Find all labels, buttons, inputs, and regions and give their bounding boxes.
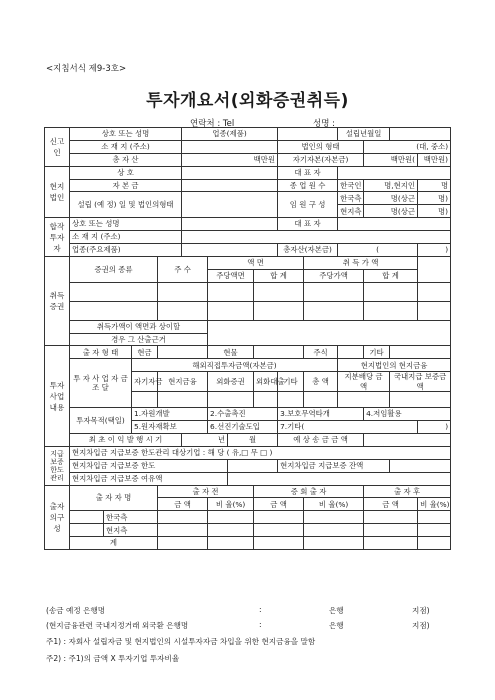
fund-purpose-7-close: ) (418, 421, 451, 434)
subsidiary-founding-value[interactable] (182, 192, 278, 218)
fund-purpose-label: 투자목적(택일) (70, 408, 132, 434)
subsidiary-rep-label: 대 표 자 (278, 166, 338, 179)
footer-bank-unit: 은행 (329, 606, 344, 615)
fund-stock: 주식 (304, 346, 338, 359)
comp-total-after-amount[interactable] (364, 537, 418, 550)
comp-before-amount: 금 액 (158, 498, 208, 511)
guarantee-row2-right-value[interactable] (390, 459, 451, 472)
comp-local-spacer (70, 524, 104, 537)
acq-row1-price-total[interactable] (364, 282, 418, 301)
fund-form-label: 출 자 형 태 (70, 346, 132, 359)
partner-rep-value[interactable] (338, 218, 451, 231)
guarantee-row2-value[interactable] (228, 459, 278, 472)
footer-bank-branch: 지점) (412, 606, 430, 615)
comp-local-increase-amount[interactable] (254, 524, 304, 537)
fund-cash: 현금 (132, 346, 158, 359)
investment-form-table (44, 127, 451, 550)
applicant-name-label: 상호 또는 성명 (70, 128, 182, 141)
applicant-size-options: (대, 중소) (364, 140, 451, 153)
comp-increase-amount: 금 액 (254, 498, 304, 511)
comp-local-after-amount[interactable] (364, 524, 418, 537)
footer-note2: 주2) : 주1)의 금액 X 투자기업 투자비율 (46, 654, 180, 663)
acq-row2-price[interactable] (304, 301, 364, 320)
comp-total-increase-ratio[interactable] (304, 537, 364, 550)
acq-shares-label: 주 수 (158, 256, 208, 282)
acq-basis-label: 취득가액이 액면과 상이할 (70, 320, 208, 333)
comp-local-increase-ratio[interactable] (304, 524, 364, 537)
footer-loan-bank-colon: : (259, 620, 262, 629)
subsidiary-local-unit: 명 (418, 179, 451, 192)
fund-total-value[interactable] (304, 391, 338, 408)
fund-remit-label: 예 상 송 금 금 액 (278, 434, 364, 447)
subsidiary-korea-side: 한국측 (338, 192, 364, 205)
fund-purpose-5[interactable]: 5.원자재확보 (132, 421, 208, 434)
comp-korea-spacer (70, 511, 104, 524)
subsidiary-name-label: 상 호 (70, 166, 182, 179)
fund-in-kind: 현물 (208, 346, 254, 359)
applicant-industry-label: 업종(제품) (182, 128, 278, 141)
section-subsidiary: 현지법인 (45, 166, 70, 218)
fund-local-finance-short: 현지금융 (158, 372, 208, 392)
subsidiary-korean-label: 한국인 (338, 179, 364, 192)
subsidiary-rep-value[interactable] (338, 166, 451, 179)
partner-assets-label: 총자산(자본금) (278, 244, 338, 257)
acq-per-share-price: 주당가액 (304, 269, 364, 282)
acq-row2-shares[interactable] (158, 301, 208, 320)
comp-total-label: 계 (70, 537, 158, 550)
acq-face-total: 합 계 (254, 269, 304, 282)
section-composition: 출자의구성 (45, 485, 70, 549)
footer-loan-bank-branch: 지점) (412, 621, 430, 630)
fund-payment-guarantee: 지분배당 금 액 (338, 372, 390, 392)
fund-first-period-month: 월 (228, 434, 278, 447)
applicant-founded-value[interactable] (390, 128, 451, 141)
guarantee-row2-right: 현지차입금 지급보증 잔액 (278, 459, 390, 472)
fund-other: 기타 (364, 346, 390, 359)
applicant-industry-value[interactable] (278, 128, 338, 141)
fund-payment-guarantee-value[interactable] (338, 391, 390, 408)
partner-assets-close: ) (418, 244, 451, 257)
subsidiary-local-side: 현지측 (338, 205, 364, 218)
comp-local-after-ratio[interactable] (418, 524, 451, 537)
name-label: 성명 : (313, 119, 335, 129)
subsidiary-name-value[interactable] (182, 166, 278, 179)
fund-purpose-2[interactable]: 2.수출촉진 (208, 408, 278, 421)
fund-purpose-4[interactable]: 4.저임활용 (364, 408, 451, 421)
comp-korea-increase-amount[interactable] (254, 511, 304, 524)
guarantee-row1: 현지차입금 지급보증 한도관리 대상기업 : 해 당 ( 유,□ 무 □ ) (70, 446, 451, 459)
acq-basis-value[interactable] (208, 320, 451, 346)
fund-other-value[interactable] (390, 346, 451, 359)
fund-purpose-1[interactable]: 1.자원개발 (132, 408, 208, 421)
subsidiary-local-close: 명) (418, 205, 451, 218)
subsidiary-korean-unit: 명,현지인 (364, 179, 418, 192)
guarantee-row3: 현지차입금 지급보증 여유액 (70, 472, 228, 485)
subsidiary-local-standing: 명(상근 (364, 205, 418, 218)
acq-spare (418, 256, 451, 282)
partner-rep-label: 대 표 자 (278, 218, 338, 231)
guarantee-row2: 현지차입금 지급보증 한도 (70, 459, 228, 472)
acq-per-share-face: 주당액면 (208, 269, 254, 282)
fund-purpose-7[interactable]: 7.기타( (278, 421, 418, 434)
subsidiary-korea-close: 명) (418, 192, 451, 205)
fund-total: 총 액 (304, 372, 338, 392)
acq-row1-face[interactable] (208, 282, 254, 301)
subsidiary-capital-value[interactable] (182, 179, 278, 192)
section-acquisition: 취득증권 (45, 256, 70, 346)
comp-total-increase-amount[interactable] (254, 537, 304, 550)
subsidiary-founding-label: 설립 (예 정) 일 및 법인의형태 (70, 192, 182, 218)
contact-label: 연락처 : Tel (190, 119, 235, 129)
acq-row1-shares[interactable] (158, 282, 208, 301)
fund-remit-value[interactable] (364, 434, 451, 447)
fund-purpose-6[interactable]: 6.선진기술도입 (208, 421, 278, 434)
applicant-address-value[interactable] (182, 140, 278, 153)
subsidiary-korea-standing: 명(상근 (364, 192, 418, 205)
fund-local-finance-value[interactable] (158, 391, 208, 408)
comp-total-before-amount[interactable] (158, 537, 208, 550)
acq-row2-spare[interactable] (418, 301, 451, 320)
fund-local-finance: 현지법인의 현지금융 (338, 359, 451, 372)
applicant-corp-type-label: 법인의 형태 (278, 140, 364, 153)
guarantee-row3-value[interactable] (228, 472, 451, 485)
fund-foreign-securities-value[interactable] (208, 391, 254, 408)
partner-industry-value[interactable] (182, 244, 278, 257)
fund-foreign-loan-value[interactable] (254, 391, 278, 408)
fund-etc-value[interactable] (278, 391, 304, 408)
form-code: <지침서식 제9-3호> (46, 64, 127, 74)
comp-total-before-ratio[interactable] (208, 537, 254, 550)
fund-domestic-guarantee-value[interactable] (390, 391, 451, 408)
fund-first-period-label: 최 초 이 익 발 행 시 기 (70, 434, 182, 447)
subsidiary-employees-label: 종 업 원 수 (278, 179, 338, 192)
comp-after-ratio: 비 율(%) (418, 498, 451, 511)
applicant-capital-unit-close: 백만원) (418, 153, 451, 166)
comp-korea-increase-ratio[interactable] (304, 511, 364, 524)
section-funding: 투자사업내용 (45, 346, 70, 446)
acq-face-label: 액 면 (208, 256, 304, 269)
fund-in-kind-value[interactable] (254, 346, 304, 359)
fund-first-period-year: 년 (182, 434, 228, 447)
fund-purpose-3[interactable]: 3.보호무역타개 (278, 408, 364, 421)
applicant-assets-unit: 백만원 (182, 153, 278, 166)
applicant-founded-label: 설립년월일 (338, 128, 390, 141)
fund-own-funds: 자기자금 (132, 372, 158, 392)
acq-row2-face[interactable] (208, 301, 254, 320)
comp-local-before-amount[interactable] (158, 524, 208, 537)
acq-row1-spare[interactable] (418, 282, 451, 301)
acq-row1-face-total[interactable] (254, 282, 304, 301)
fund-overseas-label: 해외직접투자금액(자본금) (132, 359, 338, 372)
comp-korea-before-amount[interactable] (158, 511, 208, 524)
applicant-assets-label: 총 자 산 (70, 153, 182, 166)
footer-note1: 주1) : 자회사 설립자금 및 현지법인의 시설투자자금 차입을 위한 현지금융을 말함 (46, 637, 316, 646)
acq-price-total: 합 계 (364, 269, 418, 282)
comp-total-after-ratio[interactable] (418, 537, 451, 550)
partner-industry-label: 업종(주요제품) (70, 244, 182, 257)
section-partner: 합작투자자 (45, 218, 70, 257)
comp-increase-ratio: 비 율(%) (304, 498, 364, 511)
partner-assets-open: ( (338, 244, 418, 257)
fund-etc: 기타 (278, 372, 304, 392)
partner-address-value[interactable] (182, 231, 451, 244)
applicant-address-label: 소 재 지 (주소) (70, 140, 182, 153)
footer-bank-label: (송금 예정 은행명 (46, 606, 106, 615)
footer-loan-bank-unit: 은행 (329, 621, 344, 630)
applicant-capital-unit: 백만원( (364, 153, 418, 166)
fund-own-funds-value[interactable] (132, 391, 158, 408)
acq-type-label: 증권의 종류 (70, 256, 158, 282)
acq-row2-type[interactable] (70, 301, 158, 320)
subsidiary-officers-label: 임 원 구 성 (278, 192, 338, 218)
fund-foreign-securities: 외화증권 (208, 372, 254, 392)
comp-korea-label: 한국측 (104, 511, 158, 524)
partner-name-value[interactable] (182, 218, 278, 231)
subsidiary-capital-label: 자 본 금 (70, 179, 182, 192)
acq-row2-face-total[interactable] (254, 301, 304, 320)
comp-before-ratio: 비 율(%) (208, 498, 254, 511)
fund-funding-label: 투 자 사 업 자 금 조 달 (70, 359, 132, 408)
fund-cash-value[interactable] (158, 346, 208, 359)
comp-after: 출 자 후 (364, 485, 451, 498)
acq-basis-label2: 경우 그 산출근거 (70, 333, 208, 346)
fund-stock-value[interactable] (338, 346, 364, 359)
comp-local-before-ratio[interactable] (208, 524, 254, 537)
comp-korea-after-ratio[interactable] (418, 511, 451, 524)
partner-address-label: 소 재 지 (주소) (70, 231, 182, 244)
applicant-capital-label: 자기자본(자본금) (278, 153, 364, 166)
acq-row1-price[interactable] (304, 282, 364, 301)
fund-domestic-guarantee: 국내지급 보증금액 (390, 372, 451, 392)
comp-before: 출 자 전 (158, 485, 254, 498)
acq-row2-price-total[interactable] (364, 301, 418, 320)
page-title: 투자개요서(외화증권취득) (146, 91, 349, 111)
fund-foreign-loan: 외화대출 (254, 372, 278, 392)
acq-price-label: 취 득 가 액 (304, 256, 418, 269)
section-applicant: 신고인 (45, 128, 70, 167)
comp-korea-before-ratio[interactable] (208, 511, 254, 524)
comp-increase: 증 회 출 자 (254, 485, 364, 498)
partner-name-label: 상호 또는 성명 (70, 218, 182, 231)
comp-after-amount: 금 액 (364, 498, 418, 511)
footer-loan-bank-label: (현지금융관련 국내지정거래 외국환 은행명 (46, 621, 189, 630)
comp-investor-label: 출 자 자 명 (70, 485, 158, 511)
comp-korea-after-amount[interactable] (364, 511, 418, 524)
comp-local-label: 현지측 (104, 524, 158, 537)
footer-bank-colon: : (259, 605, 262, 614)
section-guarantee: 지급보증한도관리 (45, 446, 70, 485)
acq-row1-type[interactable] (70, 282, 158, 301)
